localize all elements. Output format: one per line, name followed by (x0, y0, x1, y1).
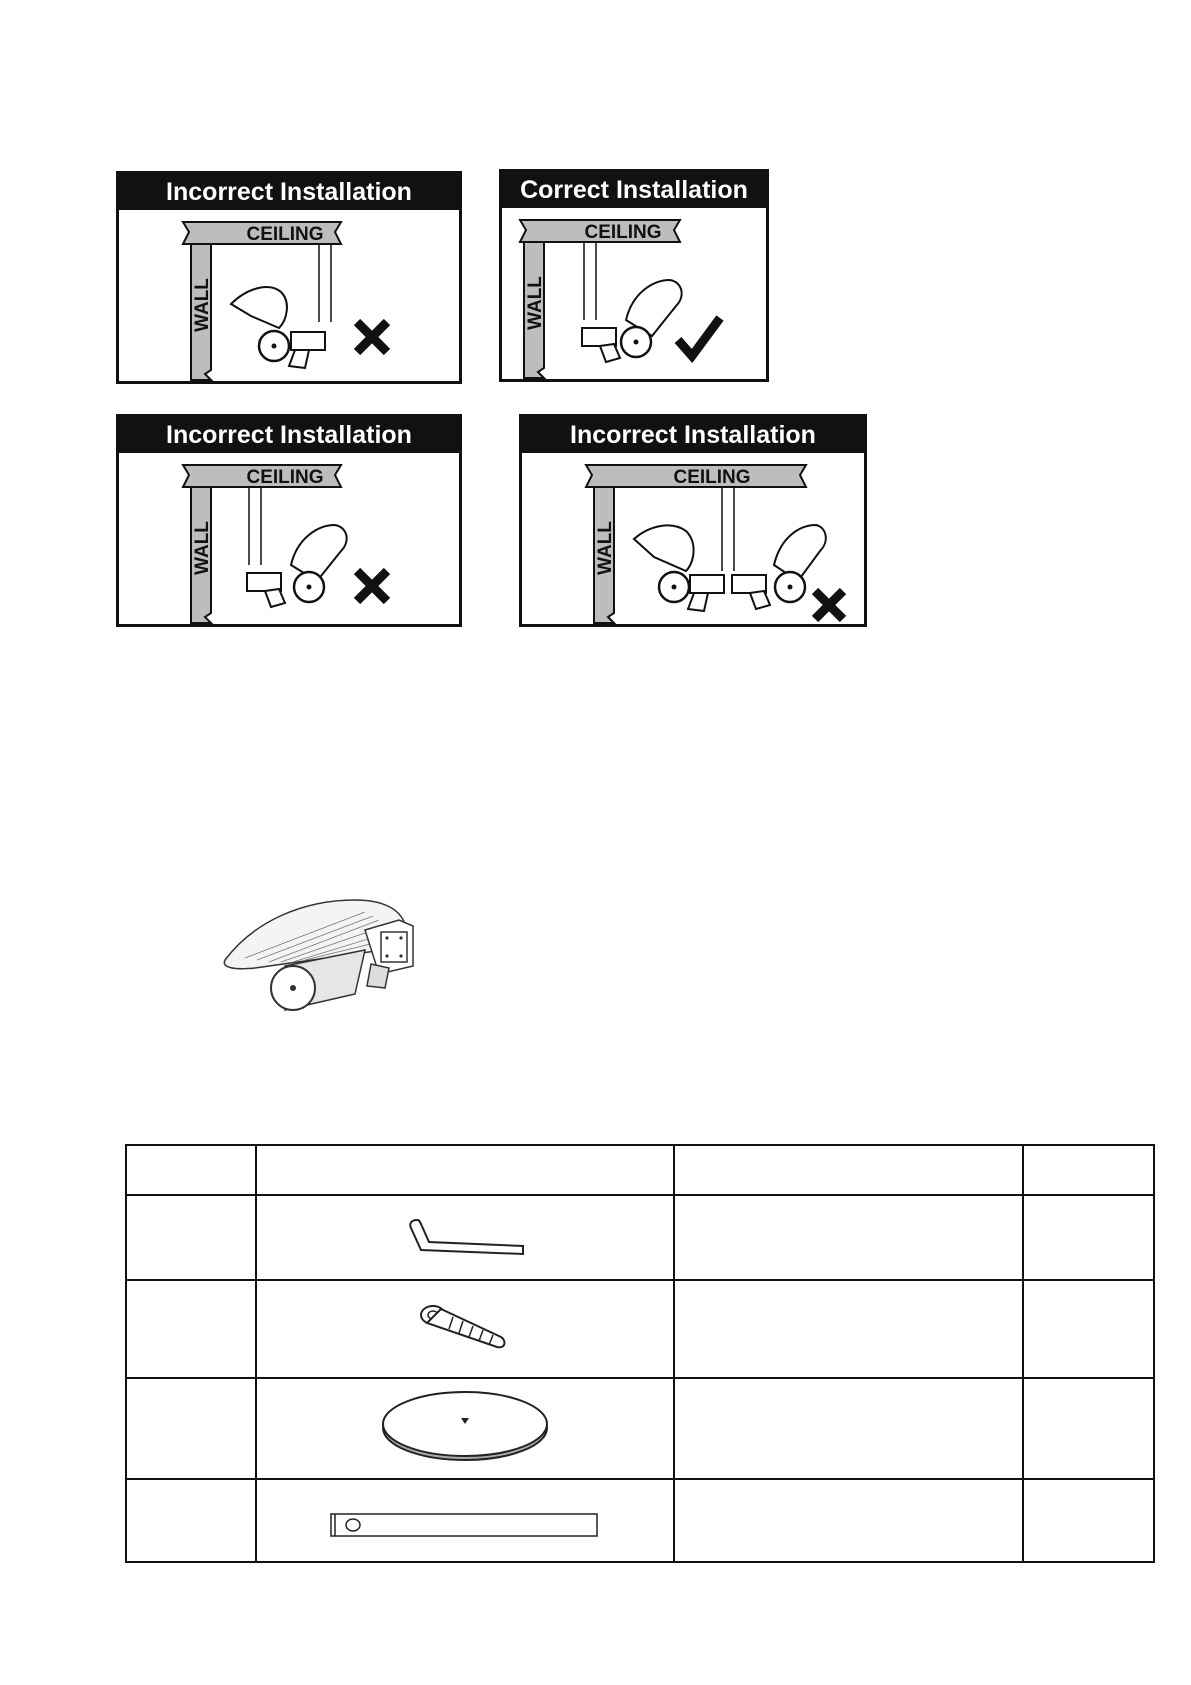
header-cell (126, 1145, 256, 1195)
heater-icon (231, 287, 325, 368)
panel-title: Incorrect Installation (119, 417, 459, 453)
wall-label: WALL (595, 521, 616, 575)
description-cell (674, 1479, 1023, 1562)
item-cell (126, 1479, 256, 1562)
incorrect-installation-diagram (119, 453, 459, 624)
ceiling-label: CEILING (246, 224, 324, 245)
table-row (126, 1280, 1154, 1378)
panel-title: Incorrect Installation (522, 417, 864, 453)
qty-cell (1023, 1195, 1154, 1280)
ceiling-label: CEILING (246, 467, 324, 488)
qty-cell (1023, 1378, 1154, 1479)
image-cell (256, 1195, 674, 1280)
left-heater-icon (634, 525, 724, 611)
checkmark-icon (678, 318, 720, 356)
image-cell (256, 1280, 674, 1378)
description-cell (674, 1195, 1023, 1280)
header-cell (1023, 1145, 1154, 1195)
installation-panel-1 (116, 171, 462, 384)
incorrect-installation-diagram (119, 210, 459, 381)
table-row (126, 1195, 1154, 1280)
heater-icon (582, 280, 682, 362)
qty-cell (1023, 1479, 1154, 1562)
cross-icon (815, 591, 843, 619)
image-cell (256, 1378, 674, 1479)
wall-label: WALL (192, 521, 213, 575)
incorrect-installation-diagram (522, 453, 864, 624)
ceiling-label: CEILING (584, 222, 662, 243)
bar-bracket-icon (327, 1498, 603, 1538)
header-cell (674, 1145, 1023, 1195)
round-plate-icon (377, 1386, 553, 1466)
heater-product-illustration (215, 890, 455, 1020)
item-cell (126, 1280, 256, 1378)
panel-title: Incorrect Installation (119, 174, 459, 210)
installation-panel-3 (116, 414, 462, 627)
installation-panel-2 (499, 169, 769, 382)
heater-icon (247, 525, 347, 607)
screw-anchor-icon (415, 1299, 515, 1355)
image-cell (256, 1479, 674, 1562)
qty-cell (1023, 1280, 1154, 1378)
parts-table (125, 1144, 1155, 1563)
table-row (126, 1479, 1154, 1562)
item-cell (126, 1195, 256, 1280)
cross-icon (357, 322, 387, 352)
installation-panel-4 (519, 414, 867, 627)
table-row (126, 1378, 1154, 1479)
header-cell (256, 1145, 674, 1195)
wall-label: WALL (525, 276, 546, 330)
description-cell (674, 1280, 1023, 1378)
ceiling-label: CEILING (673, 467, 751, 488)
table-header-row (126, 1145, 1154, 1195)
cross-icon (357, 571, 387, 601)
correct-installation-diagram (502, 208, 766, 379)
item-cell (126, 1378, 256, 1479)
wall-label: WALL (192, 278, 213, 332)
right-heater-icon (732, 525, 826, 609)
description-cell (674, 1378, 1023, 1479)
panel-title: Correct Installation (502, 172, 766, 208)
allen-key-icon (395, 1210, 535, 1260)
